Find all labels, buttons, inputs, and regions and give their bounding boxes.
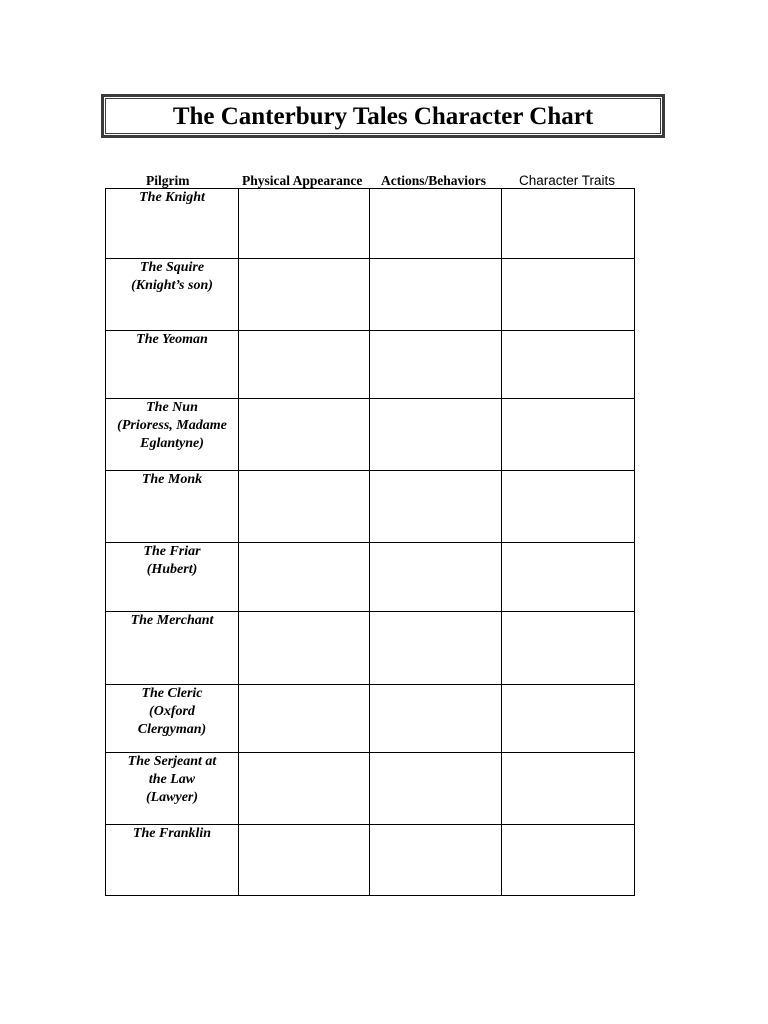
- table-row: [106, 189, 635, 259]
- pilgrim-name: The Franklin: [132, 826, 212, 841]
- pilgrim-note: Eglantyne): [140, 436, 204, 451]
- table-row: [106, 331, 635, 399]
- physical-appearance-cell[interactable]: [239, 189, 370, 259]
- table-row: [106, 259, 635, 331]
- character-traits-cell[interactable]: [502, 471, 635, 543]
- character-traits-cell[interactable]: [502, 753, 635, 825]
- table-row: [106, 685, 635, 753]
- physical-appearance-cell[interactable]: [239, 471, 370, 543]
- table-row: [106, 753, 635, 825]
- table-row: [106, 399, 635, 471]
- column-header-character-traits: Character Traits: [519, 173, 616, 188]
- pilgrim-note: (Hubert): [146, 562, 198, 577]
- pilgrim-cell: [106, 189, 239, 259]
- pilgrim-name: The Serjeant at: [127, 754, 217, 769]
- table-row: [106, 471, 635, 543]
- physical-appearance-cell[interactable]: [239, 753, 370, 825]
- character-traits-cell[interactable]: [502, 259, 635, 331]
- pilgrim-note: (Knight’s son): [131, 278, 213, 293]
- pilgrim-note: (Lawyer): [145, 790, 199, 805]
- column-header-physical-appearance: Physical Appearance: [242, 173, 363, 188]
- pilgrim-name: The Merchant: [130, 613, 214, 628]
- pilgrim-name: the Law: [148, 772, 196, 787]
- pilgrim-name: The Nun: [146, 400, 198, 415]
- pilgrim-cell: [106, 612, 239, 685]
- physical-appearance-cell[interactable]: [239, 259, 370, 331]
- pilgrim-cell: [106, 825, 239, 896]
- column-header-actions-behaviors: Actions/Behaviors: [381, 173, 487, 188]
- actions-behaviors-cell[interactable]: [370, 471, 502, 543]
- pilgrim-cell: [106, 685, 239, 753]
- pilgrim-note: (Oxford: [149, 704, 195, 719]
- actions-behaviors-cell[interactable]: [370, 825, 502, 896]
- actions-behaviors-cell[interactable]: [370, 753, 502, 825]
- actions-behaviors-cell[interactable]: [370, 331, 502, 399]
- pilgrim-cell: [106, 399, 239, 471]
- physical-appearance-cell[interactable]: [239, 685, 370, 753]
- character-traits-cell[interactable]: [502, 189, 635, 259]
- pilgrim-name: The Knight: [139, 190, 205, 205]
- physical-appearance-cell[interactable]: [239, 543, 370, 612]
- physical-appearance-cell[interactable]: [239, 331, 370, 399]
- pilgrim-note: Clergyman): [137, 722, 207, 737]
- actions-behaviors-cell[interactable]: [370, 399, 502, 471]
- physical-appearance-cell[interactable]: [239, 612, 370, 685]
- pilgrim-cell: [106, 543, 239, 612]
- pilgrim-cell: [106, 331, 239, 399]
- table-row: [106, 612, 635, 685]
- character-chart-table: [105, 188, 635, 896]
- pilgrim-name: The Yeoman: [136, 332, 208, 347]
- physical-appearance-cell[interactable]: [239, 399, 370, 471]
- pilgrim-name: The Squire: [139, 260, 205, 275]
- character-traits-cell[interactable]: [502, 331, 635, 399]
- pilgrim-cell: [106, 471, 239, 543]
- actions-behaviors-cell[interactable]: [370, 189, 502, 259]
- character-traits-cell[interactable]: [502, 685, 635, 753]
- actions-behaviors-cell[interactable]: [370, 259, 502, 331]
- table-row: [106, 825, 635, 896]
- pilgrim-note: (Prioress, Madame: [117, 418, 227, 433]
- character-traits-cell[interactable]: [502, 543, 635, 612]
- pilgrim-name: The Friar: [143, 544, 201, 559]
- character-traits-cell[interactable]: [502, 825, 635, 896]
- table-row: [106, 543, 635, 612]
- column-header-pilgrim: Pilgrim: [146, 173, 190, 188]
- pilgrim-name: The Cleric: [141, 686, 203, 701]
- actions-behaviors-cell[interactable]: [370, 685, 502, 753]
- chart-title: The Canterbury Tales Character Chart: [172, 102, 594, 130]
- physical-appearance-cell[interactable]: [239, 825, 370, 896]
- actions-behaviors-cell[interactable]: [370, 543, 502, 612]
- character-traits-cell[interactable]: [502, 399, 635, 471]
- column-headers: [105, 172, 633, 189]
- pilgrim-cell: [106, 259, 239, 331]
- title-box: [101, 94, 665, 138]
- character-traits-cell[interactable]: [502, 612, 635, 685]
- actions-behaviors-cell[interactable]: [370, 612, 502, 685]
- pilgrim-cell: [106, 753, 239, 825]
- pilgrim-name: The Monk: [141, 472, 203, 487]
